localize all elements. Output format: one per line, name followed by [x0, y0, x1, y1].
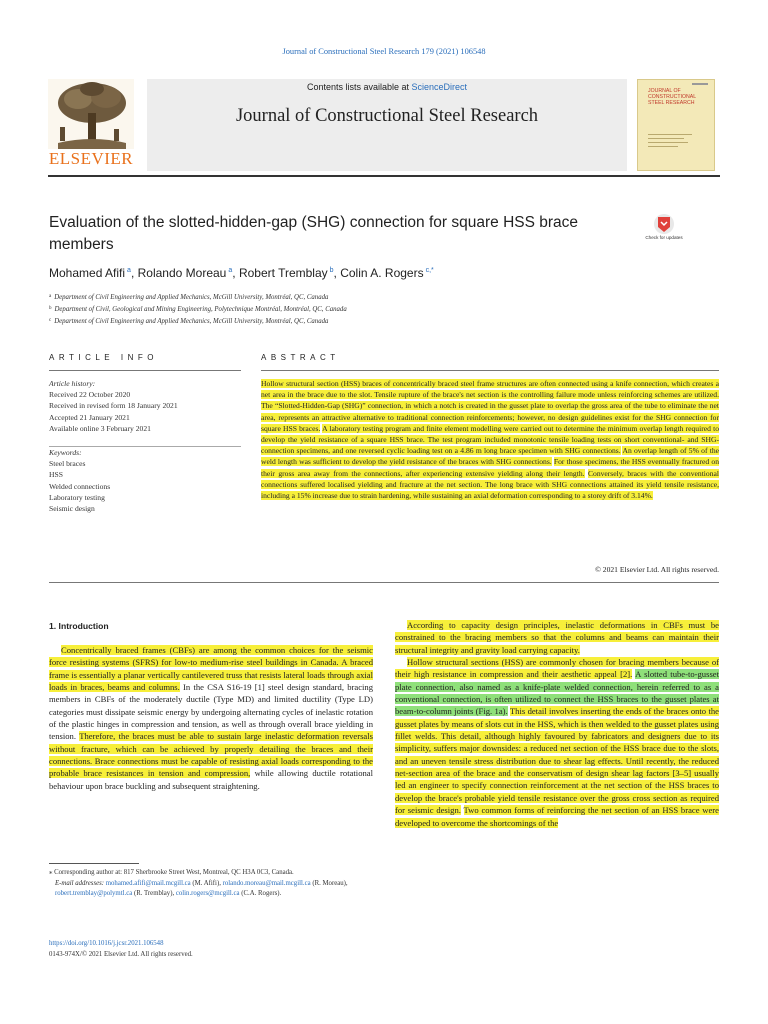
keyword: Laboratory testing: [49, 492, 105, 502]
cover-line: [648, 146, 678, 147]
affiliation: [49, 315, 689, 327]
paragraph: [395, 619, 719, 656]
affiliation-mark: a: [49, 294, 52, 299]
keywords-label: Keywords:: [49, 448, 82, 457]
keyword: HSS: [49, 470, 63, 480]
affiliation-mark: c: [49, 318, 52, 323]
email-owner: (R. Moreau),: [312, 879, 348, 887]
email-list: [49, 879, 373, 900]
text-segment: A laboratory testing program and finite element modelling were carried out to determine the minimum overlap length required to develop the yield resistance of a square HSS brace. The test program included monotonic tensile loading tests on short conventional- and SHG- connection specimens, and one reversed cyclic loading test on a 4.86 m long brace specimen with SHG connections.: [261, 423, 719, 456]
article-info-rule: [49, 370, 241, 371]
contents-prefix: Contents lists available at: [306, 82, 412, 92]
text-segment: Hollow structural sections (HSS) are commonly chosen for bracing members because of their high resistance in compression and their aesthetic appeal [2].: [395, 657, 719, 680]
history-item: Accepted 21 January 2021: [49, 412, 130, 422]
text-segment: For those specimens, the HSS eventually fractured on their gross area away from the connections, after experiencing extensive yielding along their length.: [261, 457, 719, 478]
history-label: Article history:: [49, 379, 96, 388]
text-segment: Conversely, braces with the conventional connections suffered localised yielding and fracture at the net section. The long brace with SHG connections attained its yield tensile resistance, including a 15% increase due to strain hardening, while sustaining an axial deformation corresponding to a storey drift of 3.14%.: [261, 468, 719, 501]
doi-block: [49, 939, 373, 960]
corresponding-author: ⁎ Corresponding author at: 817 Sherbrooke Street West, Montreal, QC H3A 0C3, Canada.: [49, 869, 294, 876]
text-segment: Hollow structural section (HSS) braces of concentrically braced steel frame structures are often connected using a knife connection, which creates a net area in the brace due to the slot. Tensile rupture of the brace's net section is the controlling failure mode unless reinforcing schemes are utilized. The “Slotted-Hidden-Gap (SHG)” connection, in which a notch is created in the gusset plate to overlap the gross area of the tube to eliminate the net area, represents an attractive alternative to traditional connection reinforcements; however, no design guidelines exist for the SHG connection for square HSS braces.: [261, 379, 719, 433]
masthead: [48, 79, 720, 177]
affiliation: [49, 303, 689, 315]
article-info-heading: ARTICLE INFO: [49, 353, 158, 362]
text-segment: In the CSA S16-19 [1] steel design standard, bracing members in CBFs of the moderately ductile (Type MD) and limited ductility (Type LD) categories must dissipate seismic energy by undergoing alternating cycles of inelastic rotation of the plastic hinges in compression and tension, as well as through overall brace yielding in tension.: [49, 682, 373, 742]
intro-column-left: [49, 644, 373, 792]
intro-column-right: [395, 619, 719, 829]
history-item: Received in revised form 18 January 2021: [49, 401, 178, 411]
text-segment: According to capacity design principles, inelastic deformations in CBFs must be constrained to the bracing members so that the columns and beams can maintain their structural integrity and gravity load carrying capacity.: [395, 620, 719, 655]
check-for-updates-badge[interactable]: [645, 213, 683, 253]
elsevier-logo[interactable]: [48, 79, 134, 171]
text-segment: A slotted tube-to-gusset plate connection, also named as a knife-plate welded connection, herein referred to as a conventional connection, is often utilized to connect the HSS braces to the gusset plates at beam-to-column joints (Fig. 1a).: [395, 669, 719, 717]
history-list: [49, 389, 241, 434]
journal-reference-link[interactable]: Journal of Constructional Steel Research 179 (2021) 106548: [282, 47, 486, 56]
author-name: Robert Tremblay: [238, 266, 328, 280]
footnote-rule: [49, 863, 139, 864]
author-name: Colin A. Rogers: [340, 266, 424, 280]
doi-link[interactable]: https://doi.org/10.1016/j.jcsr.2021.106548: [49, 940, 164, 947]
text-segment: while allowing ductile rotational behaviour upon brace buckling and subsequent straightening.: [49, 768, 373, 791]
affiliations: [49, 291, 689, 327]
author-name: Rolando Moreau: [137, 266, 227, 280]
text-segment: Therefore, the braces must be able to sustain large inelastic deformation reversals without fracture, which can be achieved by properly detailing the braces and their connections. Brace connections must be capable of resisting axial loads corresponding to the probable brace resistances in tension and compression,: [49, 731, 373, 779]
text-segment: Two common forms of reinforcing the net section of an HSS brace were developed to overcome the shortcomings of the: [395, 805, 719, 828]
contents-line: [147, 82, 627, 92]
check-updates-icon: [645, 213, 683, 235]
affiliation: [49, 291, 689, 303]
email-owner: (M. Afifi),: [192, 879, 221, 887]
cover-bar: [692, 83, 708, 85]
email-link[interactable]: colin.rogers@mcgill.ca: [175, 890, 240, 898]
history-item: Received 22 October 2020: [49, 390, 131, 400]
article-info: [49, 378, 241, 514]
cover-title: JOURNAL OF CONSTRUCTIONAL STEEL RESEARCH: [648, 88, 696, 106]
affiliation-mark: b: [49, 306, 52, 311]
paper-title: Evaluation of the slotted-hidden-gap (SHG) connection for square HSS brace members: [49, 214, 579, 253]
introduction-heading: 1. Introduction: [49, 621, 109, 631]
author-list: Mohamed Afifi $^a$, Rolando Moreau $^a$, Robert Tremblay $^b$, Colin A. Rogers $^{c,*}$: [49, 266, 434, 280]
email-link[interactable]: robert.tremblay@polymtl.ca: [55, 890, 133, 898]
affiliation-text: Department of Civil, Geological and Mining Engineering, Polytechnique Montréal, Montréal, QC, Canada: [54, 306, 347, 313]
cover-line: [648, 134, 692, 135]
journal-title-box: [147, 79, 627, 171]
author-mark: a: [228, 267, 233, 274]
journal-cover-thumbnail[interactable]: [637, 79, 715, 171]
email-owner: (C.A. Rogers).: [241, 890, 282, 898]
elsevier-tree-icon: [48, 79, 134, 149]
paragraph: [49, 644, 373, 792]
author-mark: b: [329, 267, 334, 274]
email-label: E-mail addresses:: [55, 879, 105, 887]
author-name: Mohamed Afifi: [49, 266, 126, 280]
affiliation-text: Department of Civil Engineering and Applied Mechanics, McGill University, Montréal, QC, Canada: [54, 294, 329, 301]
affiliation-text: Department of Civil Engineering and Applied Mechanics, McGill University, Montréal, QC, Canada: [54, 318, 329, 325]
email-owner: (R. Tremblay),: [133, 890, 175, 898]
history-item: Available online 3 February 2021: [49, 423, 151, 433]
check-updates-label: Check for updates: [645, 235, 683, 240]
keyword: Steel braces: [49, 459, 86, 469]
text-segment: Concentrically braced frames (CBFs) are among the common choices for the seismic force resisting systems (SFRS) for low-to medium-rise steel buildings in Canada. A braced frame is essentially a planar vertically cantilevered truss that resists lateral loads through axial loads in braces, beams and columns.: [49, 645, 373, 693]
abstract-heading: ABSTRACT: [261, 353, 340, 362]
email-link[interactable]: rolando.moreau@mail.mcgill.ca: [222, 879, 311, 887]
keywords-block: [49, 447, 241, 514]
elsevier-wordmark: ELSEVIER: [48, 149, 134, 168]
cover-line: [648, 138, 684, 139]
keyword: Welded connections: [49, 481, 111, 491]
footnote: [49, 868, 373, 900]
paragraph: [395, 656, 719, 829]
keywords-list: [49, 458, 241, 514]
abstract-bottom-rule: [49, 582, 719, 583]
journal-name[interactable]: Journal of Constructional Steel Research: [235, 106, 539, 126]
email-link[interactable]: mohamed.afifi@mail.mcgill.ca: [105, 879, 191, 887]
text-segment: An overlap length of 5% of the weld length was sufficient to develop the yield resistance of the braces with SHG connections.: [261, 446, 719, 467]
abstract-body: [261, 378, 719, 501]
copyright: © 2021 Elsevier Ltd. All rights reserved.: [595, 565, 719, 574]
abstract-rule: [261, 370, 719, 371]
keyword: Seismic design: [49, 504, 95, 514]
issn-line: 0143-974X/© 2021 Elsevier Ltd. All rights reserved.: [49, 950, 193, 958]
cover-line: [648, 142, 688, 143]
sciencedirect-link[interactable]: ScienceDirect: [411, 82, 468, 92]
text-segment: This detail involves inserting the ends of the braces onto the gusset plates by means of slots cut in the HSS, which is then welded to the gusset plates using fillet welds. This detail, although highly favoured by fabricators and designers due to its simplicity, suffers major downsides: a reduced net section of the HSS brace due to the slots, and an uneven tensile stress distribution due to shear lag effects. Until recently, the reduced net-section area of the brace and the conservatism of design shear lag factors [3–5] usually led an engineer to specify connection reinforcement at the net section of the HSS braces to develop the brace's probable yield tensile resistance over the gross cross section as required for seismic design.: [395, 706, 719, 816]
author-mark: c,*: [425, 267, 434, 274]
author-mark: a: [127, 267, 131, 274]
